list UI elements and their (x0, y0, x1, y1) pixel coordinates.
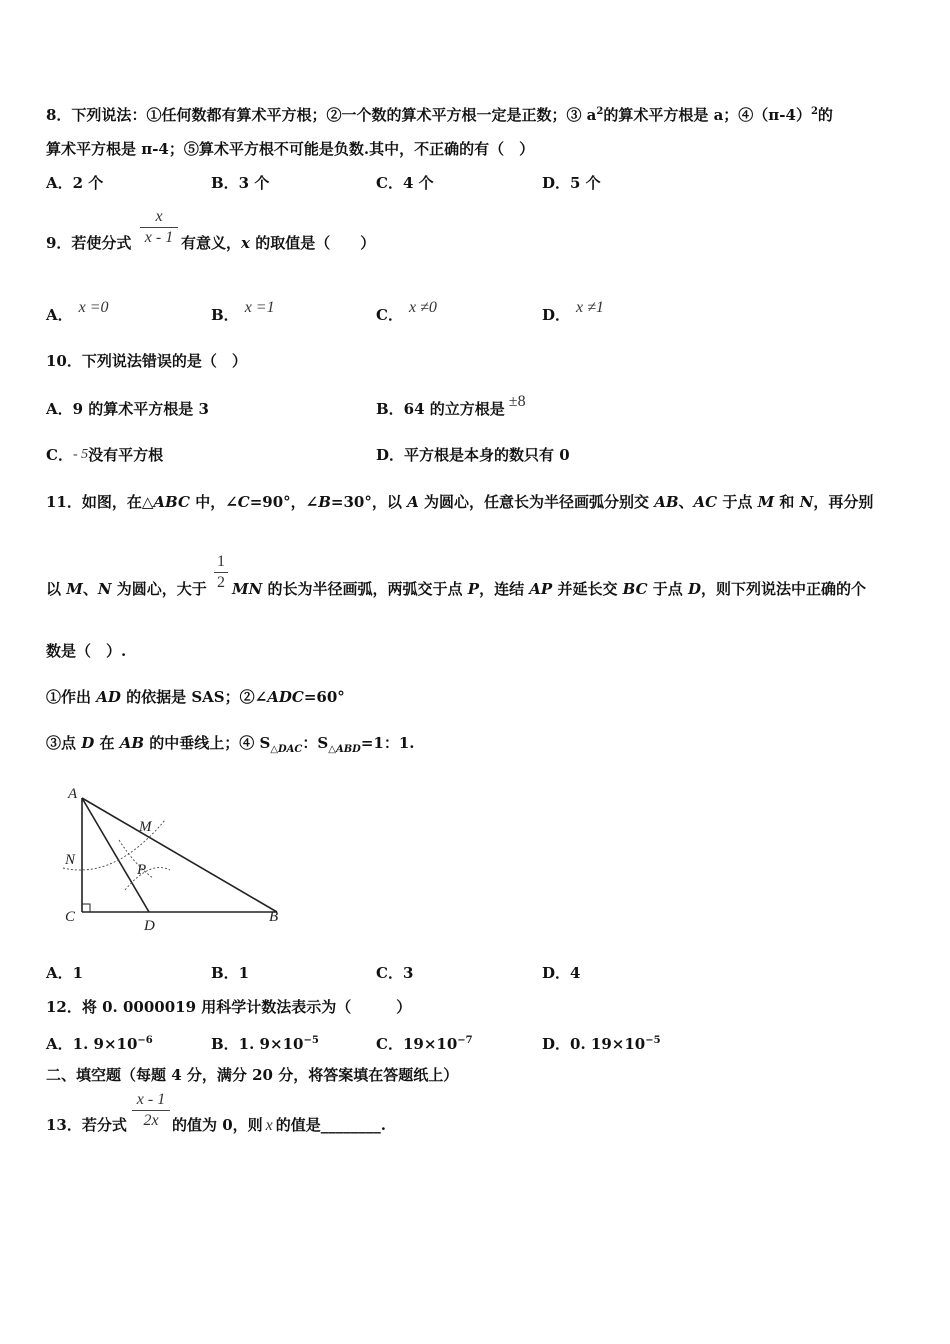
triangle-construction-figure (55, 780, 315, 940)
q13-stem-prefix: 13．若分式 (46, 1116, 127, 1134)
q8-option-b: B．3 个 (211, 174, 270, 192)
q8-line1: 8．下列说法：①任何数都有算术平方根；②一个数的算术平方根一定是正数；③ $a^2$的算术平方根是 a；$④(\pi-4)^2$的 (46, 106, 833, 124)
q13-fraction (132, 1091, 170, 1130)
label-n: N (65, 852, 76, 868)
label-m: M (139, 819, 152, 835)
q11-line1: 11．如图，在△ABC 中，∠C=90°，∠B=30°，以 A 为圆心，任意长为半径画弧分别交 AB、AC 于点 M 和 N，再分别 (46, 493, 874, 511)
q8-option-c: C．4 个 (376, 174, 434, 192)
section-2-title: 二、填空题（每题 4 分，满分 20 分，将答案填在答题纸上） (46, 1066, 459, 1084)
q8-option-a: A．2 个 (46, 174, 104, 192)
label-p: P (137, 862, 147, 878)
q12-option-c: C．$19\times 10^{-7}$ (376, 1035, 473, 1053)
label-c: C (65, 909, 76, 925)
q10-option-a: A．9 的算术平方根是 3 (46, 400, 209, 418)
q13-fraction-numerator: x - 1 (136, 1091, 166, 1108)
label-a: A (68, 786, 78, 802)
q9-stem-suffix: 有意义，x 的取值是（ ） (181, 234, 376, 252)
side-ab (82, 798, 277, 912)
q9-fraction-numerator: x (155, 208, 163, 225)
q11-option-d: D．4 (542, 964, 581, 982)
q10-option-b: B．64 的立方根是 ±8 (376, 393, 526, 418)
q8-option-d: D．5 个 (542, 174, 601, 192)
q13-stem-suffix: 的值为 0，则 x 的值是________. (172, 1116, 387, 1134)
q9-option-c: C． x ≠0 (376, 299, 437, 324)
q9-stem-prefix: 9．若使分式 (46, 234, 132, 252)
q11-half-fraction: 1 2 (214, 553, 228, 592)
q12-option-b: B．1. $9\times 10^{-5}$ (211, 1035, 319, 1053)
q11-statement-1-2: ①作出 AD 的依据是 SAS；②∠ADC=60° (46, 688, 345, 706)
q11-option-b: B．1 (211, 964, 250, 982)
q8-line2: 算术平方根是 π-4；⑤算术平方根不可能是负数.其中，不正确的有（ ） (46, 140, 535, 158)
q11-option-a: A．1 (46, 964, 84, 982)
q11-line2-prefix: 以 M、N 为圆心，大于 (46, 580, 207, 598)
q11-statement-3-4: ③点 D 在 AB 的中垂线上；④ $S_{\triangle DAC}$：$S_{\triangle ABD}=1$：1. (46, 734, 415, 755)
q9-fraction (140, 208, 178, 247)
plus-minus-eight: ±8 (508, 393, 526, 410)
label-d: D (144, 918, 155, 934)
q9-fraction-denominator: x - 1 (144, 229, 174, 246)
segment-ad (82, 798, 149, 912)
q9-fraction-bar (140, 227, 178, 228)
q12-option-d: D．0. $19\times 10^{-5}$ (542, 1035, 661, 1053)
arc-from-n (119, 840, 153, 878)
q11-line3: 数是（ ）. (46, 642, 127, 660)
q13-fraction-denominator: 2x (143, 1112, 159, 1129)
q10-option-d: D．平方根是本身的数只有 0 (376, 446, 570, 464)
label-b: B (269, 909, 279, 925)
q12-stem: 12．将 0. 0000019 用科学计数法表示为（ ） (46, 998, 412, 1016)
q12-option-a: A．1. $9\times 10^{-6}$ (46, 1035, 153, 1053)
q9-option-b: B． x =1 (211, 299, 275, 324)
q10-option-c: C．- 5没有平方根 (46, 446, 164, 464)
minus-five: - 5 (72, 447, 89, 462)
q9-option-d: D． x ≠1 (542, 299, 604, 324)
q10-stem: 10．下列说法错误的是（ ） (46, 352, 247, 370)
q11-line2-suffix: MN 的长为半径画弧，两弧交于点 P，连结 AP 并延长交 BC 于点 D，则下列说法中正确的个 (232, 580, 867, 598)
arc-from-m (125, 868, 170, 891)
q11-option-c: C．3 (376, 964, 414, 982)
q9-option-a: A． x =0 (46, 299, 109, 324)
right-angle-mark (82, 904, 90, 912)
